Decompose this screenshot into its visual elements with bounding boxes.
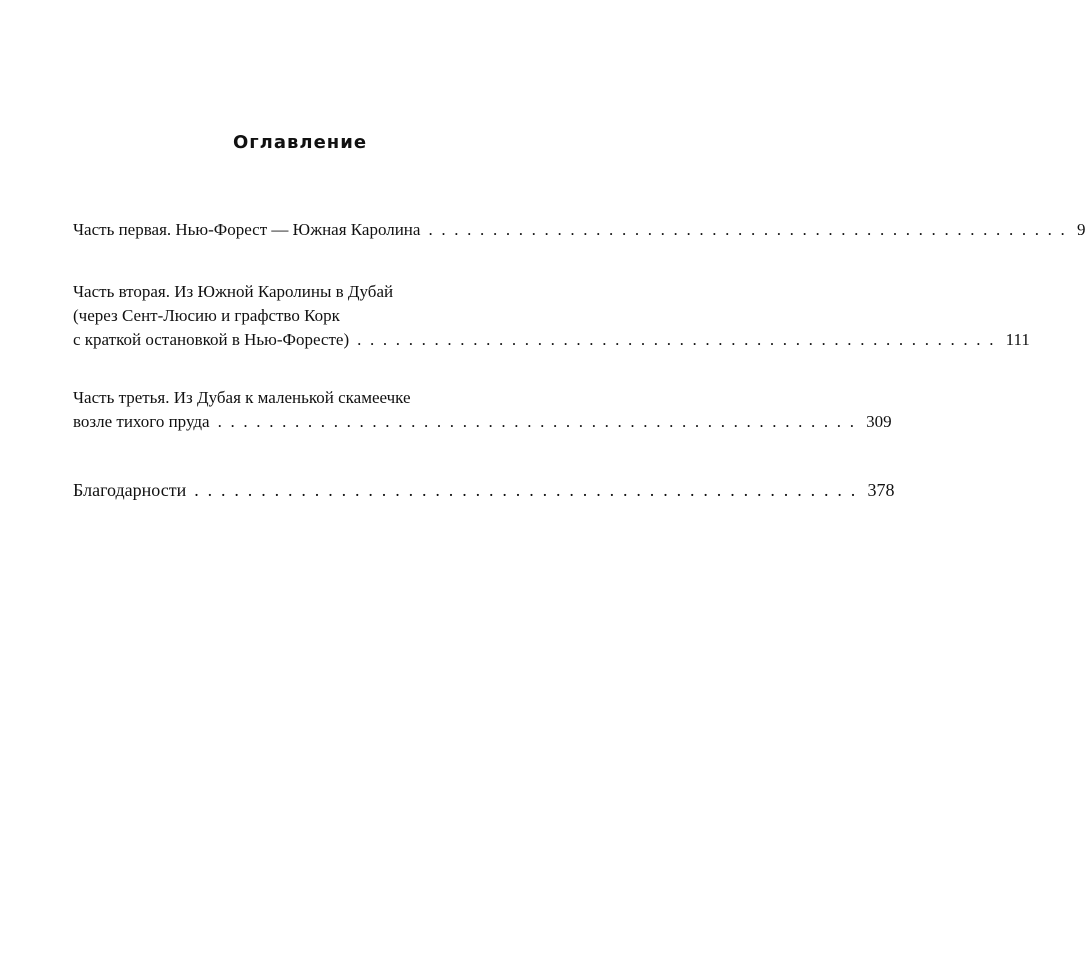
dot-leader: . . . . . . . . . . . . . . . . . . . . . . . . . . . . . . . . . . . . . . . . . . . . . . . . . .: [357, 330, 996, 349]
toc-entry[interactable]: [73, 386, 892, 434]
page-title: Оглавление: [232, 132, 368, 153]
toc-entry-title: Благодарности: [73, 480, 187, 500]
toc-entry-subtitle: возле тихого пруда: [73, 412, 210, 431]
toc-entry-subtitle: (через Сент-Люсию и графство Корк: [73, 306, 340, 325]
dot-leader: . . . . . . . . . . . . . . . . . . . . . . . . . . . . . . . . . . . . . . . . . . . . . . . . . .: [428, 220, 1068, 239]
toc-page-number: 309: [866, 412, 892, 431]
toc-entry[interactable]: [73, 280, 1030, 352]
toc-entry[interactable]: [73, 218, 1086, 242]
toc-entry-subtitle: с краткой остановкой в Нью-Форесте): [73, 330, 350, 349]
toc-entry-line: [73, 328, 1030, 352]
toc-page-number: 378: [867, 480, 895, 500]
toc-entry-title: Часть третья. Из Дубая к маленькой скамеечке: [73, 388, 411, 407]
toc-entry-line: [73, 218, 1086, 242]
dot-leader: . . . . . . . . . . . . . . . . . . . . . . . . . . . . . . . . . . . . . . . . . . . . . . . . . .: [217, 412, 857, 431]
toc-entry-line: [73, 410, 892, 434]
toc-entry-line: [73, 478, 895, 502]
toc-page-number: 9: [1077, 220, 1086, 239]
toc-page-number: 111: [1005, 330, 1030, 349]
dot-leader: . . . . . . . . . . . . . . . . . . . . . . . . . . . . . . . . . . . . . . . . . . . . . . . . . .: [194, 480, 858, 500]
toc-entry-title: Часть вторая. Из Южной Каролины в Дубай: [73, 282, 394, 301]
toc-entry-title: Часть первая. Нью-Форест — Южная Каролина: [73, 220, 421, 239]
toc-entry[interactable]: [73, 478, 895, 502]
